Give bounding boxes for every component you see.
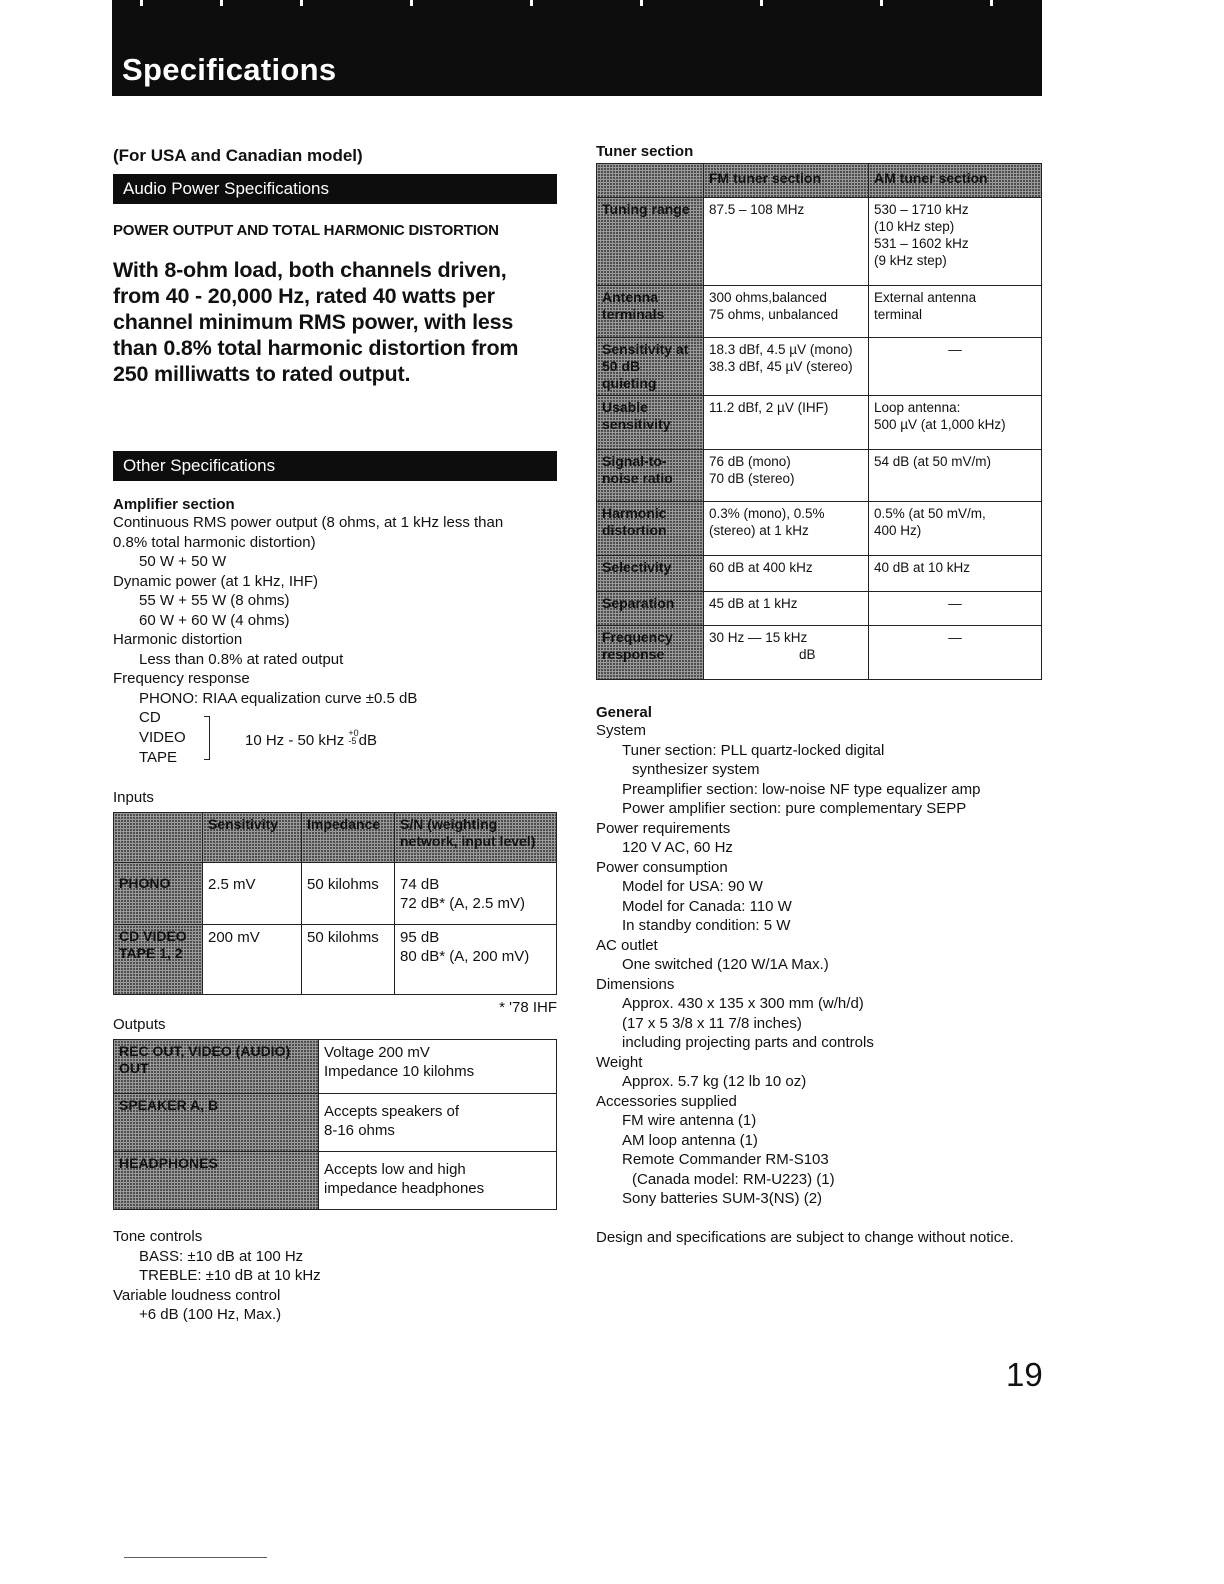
spec-line: 60 W + 60 W (4 ohms)	[139, 611, 290, 629]
row-label: Harmonic distortion	[597, 502, 704, 556]
spec-line: Weight	[596, 1053, 643, 1071]
spec-line: synthesizer system	[632, 761, 760, 778]
table-row	[597, 592, 1042, 626]
row-label-speaker: SPEAKER A, B	[114, 1094, 319, 1152]
fm-line: 76 dB (mono)	[709, 454, 791, 469]
power-output-heading: POWER OUTPUT AND TOTAL HARMONIC DISTORTION	[113, 222, 499, 239]
cell-fm	[704, 450, 869, 502]
am-line: 54 dB (at 50 mV/m)	[874, 454, 992, 469]
header-notch	[220, 0, 223, 6]
spec-line: 55 W + 55 W (8 ohms)	[139, 592, 290, 609]
spec-line: Remote Commander RM-S103	[622, 1151, 829, 1168]
cell-fm	[704, 198, 869, 286]
spec-line: +6 dB (100 Hz, Max.)	[139, 1306, 282, 1323]
fm-line: 75 ohms, unbalanced	[709, 307, 839, 322]
sn-weighted: 80 dB* (A, 200 mV)	[400, 948, 530, 965]
am-line: —	[948, 596, 962, 611]
footer-rule	[124, 1557, 267, 1558]
table-row	[114, 863, 557, 925]
output-line: impedance headphones	[324, 1180, 485, 1197]
fm-line: 0.3% (mono), 0.5%	[709, 506, 825, 521]
header-notch	[640, 0, 643, 6]
table-row	[114, 925, 557, 995]
cell-sensitivity: 200 mV	[203, 925, 302, 995]
fm-line: 70 dB (stereo)	[709, 471, 795, 486]
cell-am	[869, 556, 1042, 592]
spec-line: Accessories supplied	[596, 1092, 737, 1110]
spec-line: AC outlet	[596, 936, 658, 954]
fm-line: 60 dB at 400 kHz	[709, 560, 813, 575]
audio-power-bar: Audio Power Specifications	[113, 174, 557, 204]
cell-am	[869, 592, 1042, 626]
sn-weighted: 72 dB* (A, 2.5 mV)	[400, 895, 526, 912]
spec-line: 50 W + 50 W	[139, 553, 227, 570]
output-line: Accepts low and high	[324, 1161, 466, 1178]
page-title: Specifications	[122, 52, 337, 87]
am-line: terminal	[874, 307, 923, 322]
header-impedance: Impedance	[302, 813, 395, 863]
fm-line: 38.3 dBf, 45 µV (stereo)	[709, 359, 853, 374]
header-fm: FM tuner section	[704, 164, 869, 198]
general-specs	[596, 721, 1042, 1209]
spec-line: Approx. 430 x 135 x 300 mm (w/h/d)	[622, 995, 864, 1012]
header-notch	[410, 0, 413, 6]
cell-output-spec	[319, 1094, 557, 1152]
cell-am	[869, 450, 1042, 502]
am-line: 530 – 1710 kHz	[874, 202, 969, 217]
header-notch	[990, 0, 993, 6]
am-line: (10 kHz step)	[874, 219, 955, 234]
cell-sn	[395, 925, 557, 995]
spec-line: AM loop antenna (1)	[622, 1131, 758, 1149]
table-row	[597, 450, 1042, 502]
output-line: Impedance 10 kilohms	[324, 1063, 475, 1080]
row-label: Usable sensitivity	[597, 396, 704, 450]
header-sensitivity: Sensitivity	[203, 813, 302, 863]
cell-fm	[704, 592, 869, 626]
fm-line: 87.5 – 108 MHz	[709, 202, 805, 217]
am-line: 40 dB at 10 kHz	[874, 560, 971, 575]
rated-power-statement: With 8-ohm load, both channels driven, from 40 - 20,000 Hz, rated 40 watts per channel minimum RMS power, with less than 0.8% total harmonic distortion from 250 milliwatts to rated output.	[113, 258, 519, 386]
spec-line: System	[596, 722, 647, 739]
spec-line: Approx. 5.7 kg (12 lb 10 oz)	[622, 1073, 807, 1090]
row-label: Separation	[597, 592, 704, 626]
right-column	[596, 143, 1042, 1247]
spec-line: Dynamic power (at 1 kHz, IHF)	[113, 572, 319, 590]
row-label-phono: PHONO	[114, 863, 203, 925]
spec-line: 120 V AC, 60 Hz	[622, 839, 733, 856]
inputs-table	[113, 812, 557, 995]
row-label: Frequency response	[597, 626, 704, 680]
am-line: External antenna	[874, 290, 977, 305]
spec-line: Model for Canada: 110 W	[622, 897, 792, 915]
row-label-headphones: HEADPHONES	[114, 1152, 319, 1210]
outputs-label: Outputs	[113, 1016, 166, 1033]
tuner-heading: Tuner section	[596, 143, 694, 160]
spec-line: Preamplifier section: low-noise NF type equalizer amp	[622, 780, 981, 798]
spec-line: Variable loudness control	[113, 1286, 281, 1304]
spec-line: FM wire antenna (1)	[622, 1112, 757, 1129]
cell-sensitivity: 2.5 mV	[203, 863, 302, 925]
row-label: Antenna terminals	[597, 286, 704, 338]
row-label: Selectivity	[597, 556, 704, 592]
cell-fm	[704, 502, 869, 556]
output-line: Accepts speakers of	[324, 1103, 460, 1120]
fm-line: (stereo) at 1 kHz	[709, 523, 809, 538]
table-row	[597, 556, 1042, 592]
spec-line: BASS: ±10 dB at 100 Hz	[139, 1247, 304, 1265]
footnote: * '78 IHF	[499, 999, 557, 1016]
sn-value: 74 dB	[400, 876, 440, 893]
row-label: Sensitivity at 50 dB quieting	[597, 338, 704, 396]
model-note: (For USA and Canadian model)	[113, 146, 363, 165]
cell-am	[869, 626, 1042, 680]
cell-impedance: 50 kilohms	[302, 863, 395, 925]
spec-line: including projecting parts and controls	[622, 1034, 874, 1051]
cell-am	[869, 198, 1042, 286]
header-notch	[300, 0, 303, 6]
header-notch	[760, 0, 763, 6]
eq-range: 10 Hz - 50 kHz +0 -5 dB	[245, 728, 377, 749]
tone-controls	[113, 1227, 557, 1325]
header-sn: S/N (weighting network, input level)	[395, 813, 557, 863]
cell-sn	[395, 863, 557, 925]
row-label: Tuning range	[597, 198, 704, 286]
page-number: 19	[1006, 1356, 1043, 1393]
cell-impedance: 50 kilohms	[302, 925, 395, 995]
table-row	[597, 626, 1042, 680]
am-line: 0.5% (at 50 mV/m,	[874, 506, 986, 521]
cell-am	[869, 338, 1042, 396]
header-bar	[112, 0, 1042, 96]
spec-line: One switched (120 W/1A Max.)	[622, 956, 829, 973]
am-line: —	[948, 630, 962, 645]
spec-line: Harmonic distortion	[113, 631, 243, 648]
cell-fm	[704, 556, 869, 592]
am-line: 400 Hz)	[874, 523, 922, 538]
cell-output-spec	[319, 1040, 557, 1094]
cell-fm	[704, 626, 869, 680]
fm-line: 300 ohms,balanced	[709, 290, 827, 305]
table-row	[597, 502, 1042, 556]
am-line: —	[948, 342, 962, 357]
eq-video-label: VIDEO	[139, 729, 186, 746]
spec-line: (Canada model: RM-U223) (1)	[632, 1170, 835, 1188]
row-label-rec-out: REC OUT, VIDEO (AUDIO) OUT	[114, 1040, 319, 1094]
table-row	[597, 198, 1042, 286]
fm-line: 30 Hz — 15 kHz	[709, 630, 808, 645]
header-am: AM tuner section	[869, 164, 1042, 198]
cell-am	[869, 286, 1042, 338]
am-line: Loop antenna:	[874, 400, 961, 415]
table-row	[597, 396, 1042, 450]
spec-line: Continuous RMS power output (8 ohms, at 1 kHz less than	[113, 514, 504, 531]
cell-output-spec	[319, 1152, 557, 1210]
cell-fm	[704, 286, 869, 338]
spec-line: Power requirements	[596, 819, 731, 837]
outputs-table	[113, 1039, 557, 1210]
amplifier-heading: Amplifier section	[113, 496, 235, 513]
spec-line: 0.8% total harmonic distortion)	[113, 533, 316, 551]
tuner-table	[596, 163, 1042, 680]
spec-line: Less than 0.8% at rated output	[139, 650, 344, 668]
amplifier-specs	[113, 513, 557, 708]
output-line: Voltage 200 mV	[324, 1044, 430, 1061]
spec-line: Power consumption	[596, 858, 728, 876]
am-line: (9 kHz step)	[874, 253, 947, 268]
cell-fm	[704, 396, 869, 450]
closing-note: Design and specifications are subject to change without notice.	[596, 1228, 1014, 1246]
frequency-response-group	[113, 709, 557, 769]
output-line: 8-16 ohms	[324, 1122, 395, 1139]
spec-line: Sony batteries SUM-3(NS) (2)	[622, 1190, 823, 1207]
fm-line: 45 dB at 1 kHz	[709, 596, 798, 611]
left-column	[113, 143, 557, 1325]
general-heading: General	[596, 704, 652, 721]
cell-am	[869, 396, 1042, 450]
eq-tape-label: TAPE	[139, 749, 178, 766]
am-line: 531 – 1602 kHz	[874, 236, 969, 251]
table-corner-cell	[114, 813, 203, 863]
table-row	[114, 1152, 557, 1210]
row-label: Signal-to-noise ratio	[597, 450, 704, 502]
spec-line: Power amplifier section: pure complementary SEPP	[622, 800, 967, 817]
spec-line: In standby condition: 5 W	[622, 917, 791, 934]
spec-line: Tone controls	[113, 1228, 203, 1245]
table-header-row	[597, 164, 1042, 198]
cell-fm	[704, 338, 869, 396]
header-notch	[140, 0, 143, 6]
spec-line: (17 x 5 3/8 x 11 7/8 inches)	[622, 1014, 802, 1032]
table-row	[597, 286, 1042, 338]
spec-line: Frequency response	[113, 670, 250, 687]
sn-value: 95 dB	[400, 929, 440, 946]
am-line: 500 µV (at 1,000 kHz)	[874, 417, 1006, 432]
header-notch	[880, 0, 883, 6]
table-row	[114, 1094, 557, 1152]
table-corner-cell	[597, 164, 704, 198]
other-specs-bar: Other Specifications	[113, 451, 557, 481]
spec-line: Tuner section: PLL quartz-locked digital	[622, 741, 885, 759]
spec-line: PHONO: RIAA equalization curve ±0.5 dB	[139, 689, 418, 707]
bracket-shape	[202, 716, 210, 760]
eq-cd-label: CD	[139, 709, 161, 726]
table-row	[114, 1040, 557, 1094]
table-row	[597, 338, 1042, 396]
spec-line: TREBLE: ±10 dB at 10 kHz	[139, 1267, 321, 1284]
table-header-row	[114, 813, 557, 863]
fm-line: 18.3 dBf, 4.5 µV (mono)	[709, 342, 853, 357]
fm-line: 11.2 dBf, 2 µV (IHF)	[709, 400, 829, 415]
row-label-cd-video-tape: CD VIDEO TAPE 1, 2	[114, 925, 203, 995]
inputs-label: Inputs	[113, 789, 154, 806]
spec-line: Model for USA: 90 W	[622, 878, 763, 895]
fm-line: dB	[799, 647, 816, 662]
cell-am	[869, 502, 1042, 556]
header-notch	[530, 0, 533, 6]
spec-line: Dimensions	[596, 975, 675, 993]
